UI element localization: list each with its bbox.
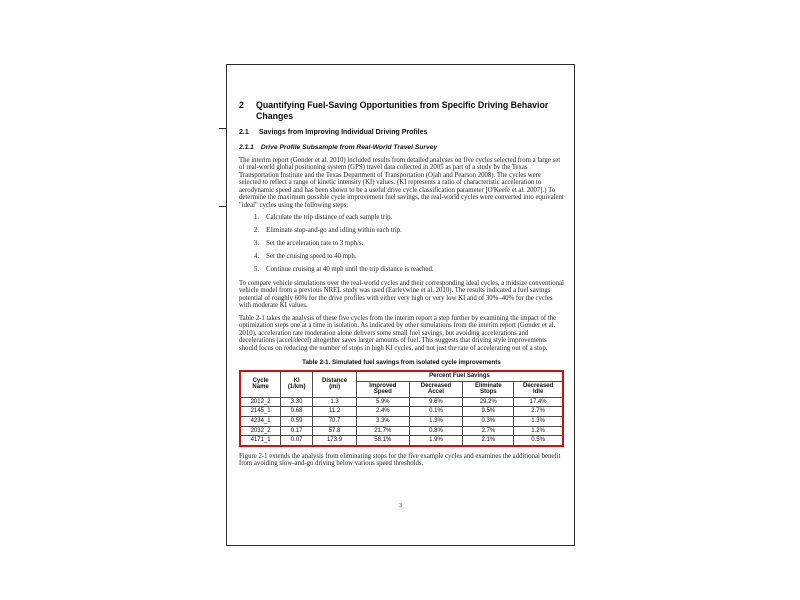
subsubsection-heading bbox=[239, 144, 564, 152]
subsection-number: 2.1 bbox=[239, 129, 249, 136]
table-cell: 1.3 bbox=[313, 397, 357, 407]
table-cell: 2032_2 bbox=[240, 426, 281, 436]
paragraph-figure-reference: Figure 2-1 extends the analysis from eliminating stops for the five example cycles and examines the additional benefit from avoiding slow-and-go driving below various speed thresholds. bbox=[239, 452, 561, 468]
page-number: 3 bbox=[398, 502, 403, 509]
document-page bbox=[226, 64, 575, 546]
paragraph-intro: The interim report (Gonder et al. 2010) included results from detailed analyses on five cycles selected from a large set of real-world global positioning system (GPS) travel data collected in 2005 as part of a study by the Texas Transportation Institute and the Texas Department of Transportation (Ojah and Pearson 2008). The cycles were selected to reflect a range of kinetic intensity (KI) values. (KI represents a ratio of characteristic acceleration to aerodynamic speed and has been shown to be a useful drive cycle classification parameter [O'Keefe et al. 2007].) To determine the maximum possible cycle improvement fuel savings, the real-world cycles were converted into equivalent "ideal" cycles using the following steps: bbox=[239, 156, 564, 209]
table-caption: Table 2-1. Simulated fuel savings from isolated cycle improvements bbox=[302, 359, 501, 367]
table-row bbox=[240, 407, 563, 417]
section-number: 2 bbox=[239, 100, 244, 110]
table-cell: 0.3% bbox=[463, 417, 514, 427]
table-cell: 29.2% bbox=[463, 397, 514, 407]
list-item bbox=[254, 214, 564, 222]
table-cell: 4171_1 bbox=[240, 436, 281, 446]
column-header-decreased-accel: Decreased Accel bbox=[409, 381, 463, 397]
table-cell: 0.5% bbox=[514, 436, 563, 446]
table-cell: 2.1% bbox=[463, 436, 514, 446]
table-header bbox=[240, 371, 563, 397]
paragraph-simulation-results: To compare vehicle simulations over the real-world cycles and their corresponding ideal cycles, a midsize conventional vehicle model from a previous NREL study was used (Earleywine et al. 2010). The results indicated a fuel savings potential of roughly 60% for the drive profiles with either very high or very low KI and of 30%–40% for the cycles with moderate KI values. bbox=[239, 279, 564, 310]
list-item-text: Set the acceleration rate to 3 mph/s. bbox=[266, 240, 364, 248]
list-item-number: 4. bbox=[254, 253, 260, 261]
fuel-savings-table bbox=[239, 370, 564, 447]
table-row bbox=[240, 397, 563, 407]
table-cell: 21.7% bbox=[357, 426, 410, 436]
table-cell: 2.4% bbox=[357, 407, 410, 417]
table-cell: 70.7 bbox=[313, 417, 357, 427]
table-cell: 2.7% bbox=[514, 407, 563, 417]
table-cell: 4234_1 bbox=[240, 417, 281, 427]
table-cell: 0.59 bbox=[281, 417, 313, 427]
list-item-number: 1. bbox=[254, 214, 260, 222]
table-cell: 0.68 bbox=[281, 407, 313, 417]
column-header-cycle-name: Cycle Name bbox=[240, 371, 281, 397]
list-item-text: Continue cruising at 40 mph until the trip distance is reached. bbox=[266, 266, 434, 274]
table-cell: 58.1% bbox=[357, 436, 410, 446]
table-cell: 173.9 bbox=[313, 436, 357, 446]
column-header-decreased-idle: Decreased Idle bbox=[514, 381, 563, 397]
section-heading bbox=[239, 100, 564, 121]
subsection-heading bbox=[239, 129, 564, 137]
list-item-text: Calculate the trip distance of each sample trip. bbox=[266, 214, 393, 222]
table-cell: 11.2 bbox=[313, 407, 357, 417]
list-item-text: Set the cruising speed to 40 mph. bbox=[266, 253, 357, 261]
table-cell: 2145_1 bbox=[240, 407, 281, 417]
page-content bbox=[239, 100, 564, 473]
steps-list bbox=[254, 214, 564, 274]
column-group-header-percent-fuel-savings: Percent Fuel Savings bbox=[357, 371, 563, 381]
table-cell: 0.17 bbox=[281, 426, 313, 436]
column-header-ki: KI (1/km) bbox=[281, 371, 313, 397]
table-cell: 57.8 bbox=[313, 426, 357, 436]
list-item-text: Eliminate stop-and-go and idling within each trip. bbox=[266, 227, 402, 235]
paragraph-table-discussion: Table 2-1 takes the analysis of these five cycles from the interim report a step further by examining the impact of the optimization steps one at a time in isolation. As indicated by other simulations from the interim report (Gonder et al. 2010), acceleration rate moderation alone delivers some small fuel savings, but avoiding accelerations and decelerations (accel/decel) altogether saves larger amounts of fuel. This suggests that driving style improvements should focus on reducing the number of stops in high KI cycles, and not just the rate of accelerating out of a stop. bbox=[239, 314, 557, 352]
table-row bbox=[240, 417, 563, 427]
table-header-row bbox=[240, 371, 563, 381]
table-cell: 5.9% bbox=[357, 397, 410, 407]
table-cell: 3.3% bbox=[357, 417, 410, 427]
section-title: Quantifying Fuel-Saving Opportunities from Specific Driving Behavior Changes bbox=[256, 100, 549, 121]
list-item bbox=[254, 240, 564, 248]
list-item bbox=[254, 266, 564, 274]
subsubsection-number: 2.1.1 bbox=[239, 144, 254, 151]
list-item bbox=[254, 227, 564, 235]
column-header-distance: Distance (mi) bbox=[313, 371, 357, 397]
list-item bbox=[254, 253, 564, 261]
subsubsection-title: Drive Profile Subsample from Real-World Travel Survey bbox=[260, 144, 438, 151]
table-cell: 2.7% bbox=[463, 426, 514, 436]
subsection-title: Savings from Improving Individual Driving Profiles bbox=[259, 129, 428, 136]
list-item-number: 5. bbox=[254, 266, 260, 274]
table-row bbox=[240, 436, 563, 446]
table-cell: 1.3% bbox=[409, 417, 463, 427]
table-cell: 9.5% bbox=[463, 407, 514, 417]
table-cell: 1.2% bbox=[514, 426, 563, 436]
table-cell: 17.4% bbox=[514, 397, 563, 407]
margin-tick bbox=[219, 206, 227, 207]
table-cell: 2012_2 bbox=[240, 397, 281, 407]
list-item-number: 2. bbox=[254, 227, 260, 235]
column-header-eliminate-stops: Eliminate Stops bbox=[463, 381, 514, 397]
table-cell: 0.8% bbox=[409, 426, 463, 436]
table-cell: 3.30 bbox=[281, 397, 313, 407]
table-cell: 0.1% bbox=[409, 407, 463, 417]
table-row bbox=[240, 426, 563, 436]
margin-tick bbox=[219, 128, 227, 129]
table-cell: 1.9% bbox=[409, 436, 463, 446]
list-item-number: 3. bbox=[254, 240, 260, 248]
table-cell: 1.3% bbox=[514, 417, 563, 427]
table-cell: 9.6% bbox=[409, 397, 463, 407]
table-cell: 0.07 bbox=[281, 436, 313, 446]
table-body bbox=[240, 397, 563, 445]
column-header-improved-speed: Improved Speed bbox=[357, 381, 410, 397]
